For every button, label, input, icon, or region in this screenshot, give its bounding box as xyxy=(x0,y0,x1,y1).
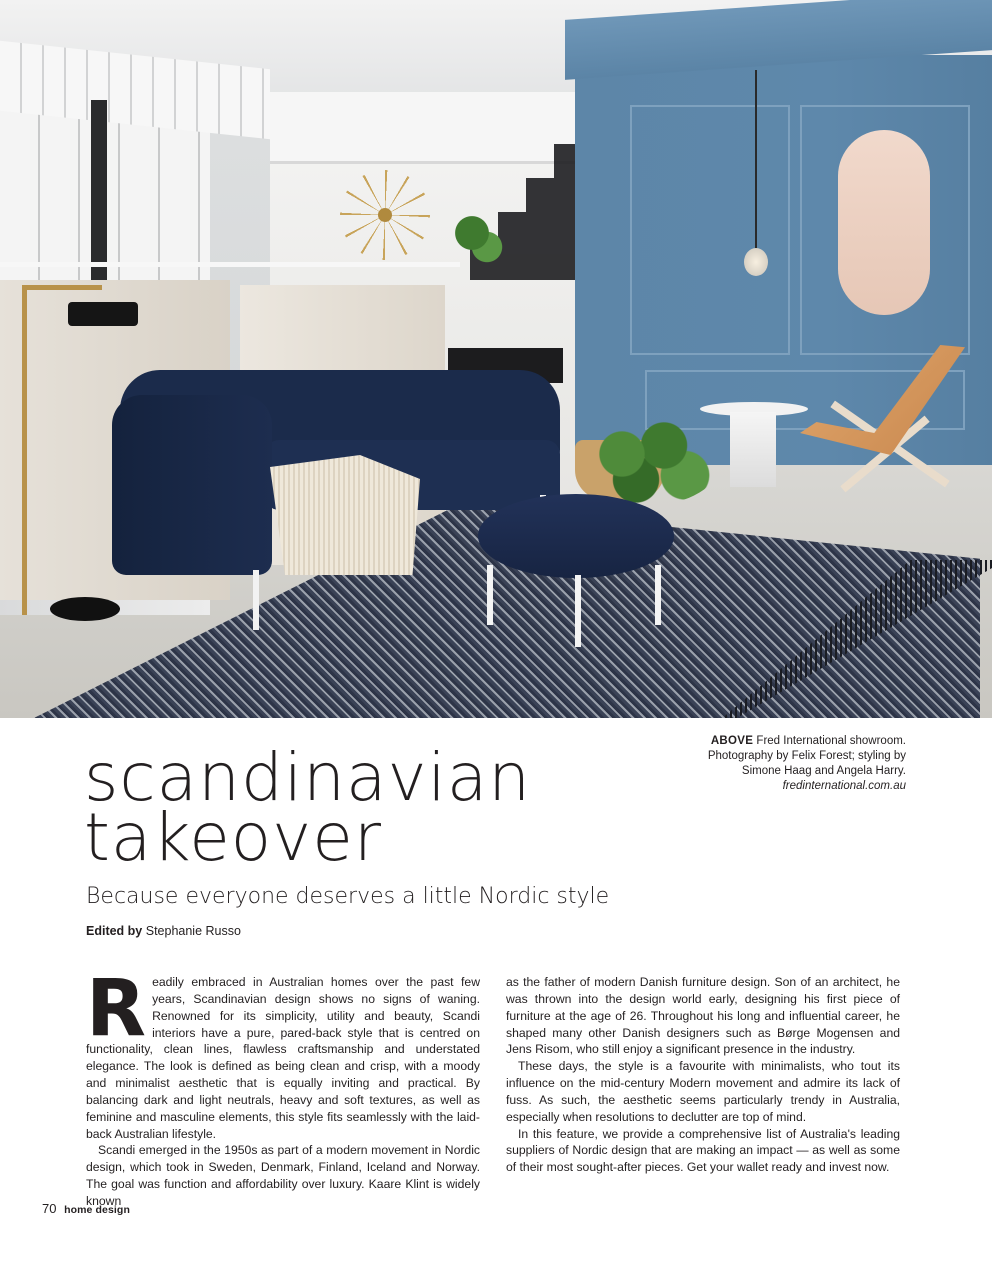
body-paragraph xyxy=(86,964,480,1142)
body-paragraph: These days, the style is a favourite with minimalists, who tout its influence on the mid-century Modern movement and admire its lack of fuss. As such, the aesthetic seems particularly trendy in Australia, especially when resolutions to declutter are top of mind. xyxy=(506,1059,900,1124)
photo-throw-blanket xyxy=(270,455,420,575)
photo-wall-moulding xyxy=(630,105,790,355)
photo-ottoman-leg xyxy=(655,565,661,625)
page-number: 70 xyxy=(42,1201,57,1216)
drop-cap: R xyxy=(86,964,147,1054)
photo-lamp-arm xyxy=(22,285,102,290)
byline xyxy=(86,924,241,938)
photo-lamp-base xyxy=(50,597,120,621)
photo-sofa-leg xyxy=(253,570,259,630)
body-paragraph: as the father of modern Danish furniture design. Son of an architect, he was thrown into the design world early, designing his first piece of furniture at the age of 26. Throughout his long and influential career, he shaped many other Danish designers such as Børge Mogensen and Jens Risom, who still enjoy a significant presence in the industry. xyxy=(506,975,900,1057)
photo-clothes-rail xyxy=(0,262,460,267)
photo-plant xyxy=(580,420,720,505)
title-line-1: scandinavian xyxy=(84,739,532,816)
photo-mezzanine-right xyxy=(270,92,600,164)
caption-label: ABOVE xyxy=(710,735,754,747)
body-column-right xyxy=(506,974,900,1176)
title-line-2: takeover xyxy=(84,799,382,876)
photo-floor-lamp xyxy=(22,285,27,615)
photo-ottoman-leg xyxy=(487,565,493,625)
byline-name: Stephanie Russo xyxy=(142,924,241,938)
photo-ottoman-leg xyxy=(575,575,581,647)
body-text: eadily embraced in Australian homes over the past few years, Scandinavian design shows no signs of waning. Renowned for its simplicity, utility and beauty, Scandi interiors have a pure, pared-back style that is centred on functionality, clean lines, flawless craftsmanship and understated elegance. The look is defined as being clean and crisp, with a moody and minimalist aesthetic that is equally inviting and practical. By balancing dark and light neutrals, heavy and soft textures, as well as feminine and masculine elements, this style fits seamlessly with the laid-back Australian lifestyle. xyxy=(86,975,480,1141)
photo-lamp-shade xyxy=(68,302,138,326)
body-column-left xyxy=(86,964,480,1210)
page-subtitle: Because everyone deserves a little Nordic style xyxy=(86,884,610,909)
magazine-name: home design xyxy=(64,1204,130,1216)
photo-pendant-bulb xyxy=(744,248,768,276)
photo-sunburst-core xyxy=(378,208,392,222)
caption-url: fredinternational.com.au xyxy=(782,780,906,792)
photo-stove-pipe xyxy=(91,100,107,300)
byline-label: Edited by xyxy=(86,924,143,938)
body-paragraph: In this feature, we provide a comprehensive list of Australia's leading suppliers of Nordic design that are making an impact — as well as some of their most sought-after pieces. Get your wallet ready and invest now. xyxy=(506,1126,900,1175)
photo-ottoman xyxy=(478,494,674,578)
page-title xyxy=(84,739,532,876)
photo-side-table-base xyxy=(730,412,776,487)
body-paragraph: Scandi emerged in the 1950s as part of a modern movement in Nordic design, which took in Sweden, Denmark, Finland, Iceland and Norway. The goal was function and affordability over luxury. Kaare Klint is widely known xyxy=(86,1143,480,1208)
photo-caption xyxy=(676,734,906,794)
caption-text: Fred International showroom. Photography by Felix Forest; styling by Simone Haag and Angela Harry. xyxy=(707,735,906,777)
photo-mirror xyxy=(838,130,930,315)
page-footer xyxy=(42,1201,130,1216)
photo-sofa-arm xyxy=(112,395,272,575)
photo-pendant-cord xyxy=(755,70,757,250)
